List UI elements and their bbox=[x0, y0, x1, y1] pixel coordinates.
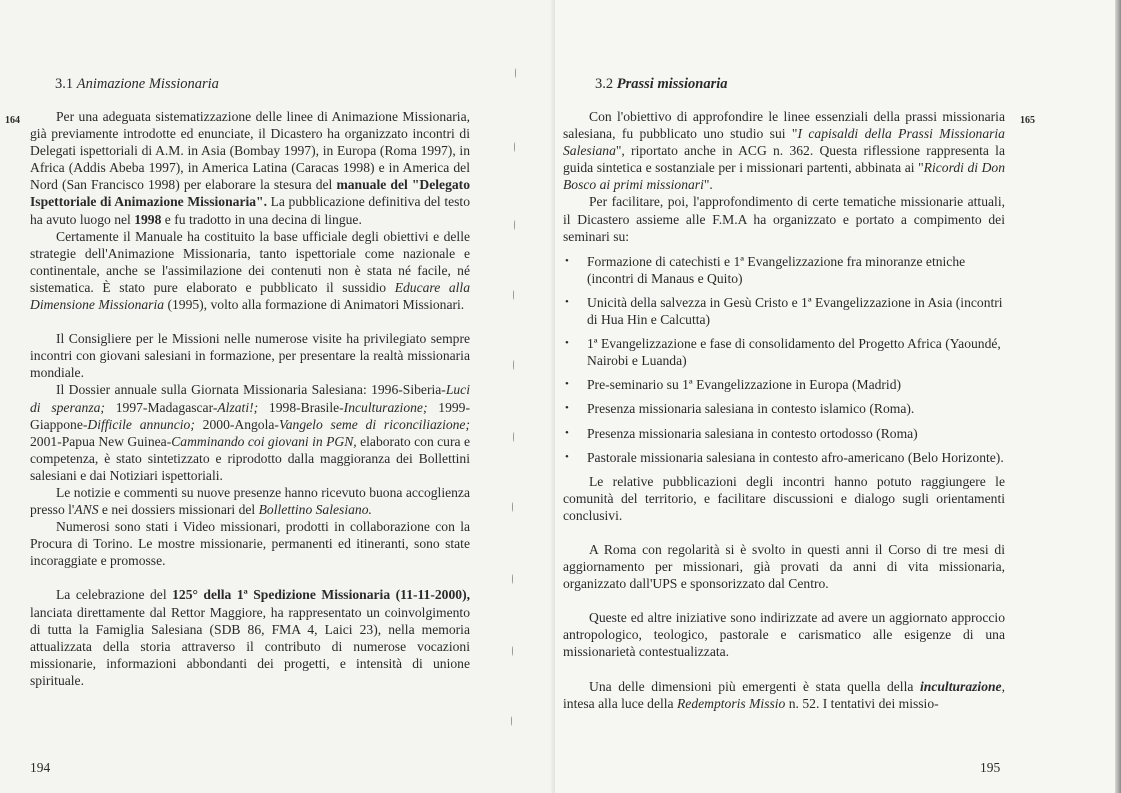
left-page bbox=[0, 0, 555, 793]
list-item: • Pastorale missionaria salesiana in contesto afro-americano (Belo Horizonte). bbox=[563, 449, 1005, 466]
list-item: • Unicità della salvezza in Gesù Cristo e 1ª Evangelizzazione in Asia (incontri di Hua Hin e Calcutta) bbox=[563, 294, 1005, 328]
emphasis: Difficile annuncio; bbox=[87, 416, 195, 432]
list-item: • Presenza missionaria salesiana in contesto ortodosso (Roma) bbox=[563, 425, 1005, 442]
paragraph: A Roma con regolarità si è svolto in questi anni il Corso di tre mesi di aggiornamento per missionari, già provati da anni di vita missionaria, organizzato dall'UPS e sponsorizzato dal Centro. bbox=[563, 541, 1005, 592]
paragraph: Per una adeguata sistematizzazione delle linee di Animazione Missionaria, già previamente introdotte ed enunciate, il Dicastero ha organizzato incontri di Delegati ispettoriali di A.M. in Asia (Bombay 1997), in Europa (Roma 1997), in Africa (Addis Abeba 1997), in America Latina (Caracas 1998) e in America del Nord (San Francisco 1998) per elaborare la stesura del manuale del "Delegato Ispettoriale di Animazione Missionaria". La pubblicazione definitiva del testo ha avuto luogo nel 1998 e fu tradotto in una decina di lingue. bbox=[30, 109, 470, 227]
section-title: Animazione Missionaria bbox=[76, 76, 219, 92]
body-text bbox=[30, 108, 470, 689]
paragraph-gap bbox=[30, 313, 470, 330]
section-title: Prassi missionaria bbox=[616, 76, 728, 92]
paragraph-gap bbox=[563, 592, 1005, 609]
page-number: 195 bbox=[980, 760, 1001, 775]
paragraph-gap bbox=[563, 661, 1005, 678]
paragraph: La celebrazione del 125° della 1ª Spedizione Missionaria (11-11-2000), lanciata direttamente dal Rettor Maggiore, ha rappresentato un coinvolgimento di tutta la Famiglia Salesiana (SDB 86, FMA 4, Laici 23), nella memoria attualizzata della storia attraverso il contributo di numerose vocazioni missionarie, informazioni abbondanti dei progetti, e intensità di unione spirituale. bbox=[30, 587, 470, 688]
paragraph: Queste ed altre iniziative sono indirizzate ad avere un aggiornato approccio antropologico, teologico, pastorale e carismatico alle esigenze di una missionarietà contestualizzata. bbox=[563, 610, 1005, 660]
gutter-mark bbox=[515, 68, 518, 78]
emphasis: Bollettino Salesiano. bbox=[258, 502, 372, 518]
closing-paragraphs bbox=[563, 473, 1005, 712]
paragraph: Le notizie e commenti su nuove presenze hanno ricevuto buona accoglienza presso l'ANS e nei dossiers missionari del Bollettino Salesiano. bbox=[30, 484, 470, 518]
gutter-mark bbox=[512, 574, 515, 584]
paragraph: Con l'obiettivo di approfondire le linee essenziali della prassi missionaria salesiana, fu pubblicato uno studio sui "I capisaldi della Prassi Missionaria Salesiana", riportato anche in ACG n. 362. Questa riflessione rappresenta la guida sintetica e sostanziale per i missionari partenti, abbinata ai "Ricordi di Don Bosco ai primi missionari". bbox=[563, 109, 1005, 193]
list-item: • Pre-seminario su 1ª Evangelizzazione in Europa (Madrid) bbox=[563, 376, 1005, 393]
gutter-mark bbox=[513, 432, 516, 442]
paragraph-gap bbox=[563, 524, 1005, 541]
emphasis: Luci di speranza; bbox=[30, 382, 470, 415]
list-item: • Presenza missionaria salesiana in contesto islamico (Roma). bbox=[563, 400, 1005, 417]
emphasis: Inculturazione; bbox=[343, 399, 428, 415]
paragraph: Il Consigliere per le Missioni nelle numerose visite ha privilegiato sempre incontri con giovani salesiani in formazione, per presentare la realtà missionaria mondiale. bbox=[30, 331, 470, 381]
emphasis: Vangelo seme di riconciliazione; bbox=[278, 416, 470, 432]
emphasis: 125° della 1ª Spedizione Missionaria (11-11-2000), bbox=[172, 587, 470, 603]
emphasis: Alzati!; bbox=[217, 399, 259, 415]
gutter-mark bbox=[513, 360, 516, 370]
emphasis: Camminando coi giovani in PGN, bbox=[171, 433, 357, 449]
gutter-mark bbox=[512, 502, 515, 512]
paragraph: Numerosi sono stati i Video missionari, prodotti in collaborazione con la Procura di Torino. Le mostre missionarie, permanenti ed itineranti, sono state incoraggiate e promosse. bbox=[30, 519, 470, 569]
emphasis: inculturazione bbox=[920, 678, 1002, 694]
section-number: 3.2 bbox=[595, 76, 614, 92]
margin-page-number: 164 bbox=[5, 115, 20, 126]
section-number: 3.1 bbox=[55, 76, 74, 92]
section-heading bbox=[595, 76, 728, 93]
paragraph: Il Dossier annuale sulla Giornata Missionaria Salesiana: 1996-Siberia-Luci di speranza; 1997-Madagascar-Alzati!; 1998-Brasile-Inculturazione; 1999-Giappone-Difficile annuncio; 2000-Angola-Vangelo seme di riconciliazione; 2001-Papua New Guinea-Camminando coi giovani in PGN, elaborato con cura e competenza, è stato sintetizzato e riprodotto dalla maggioranza dei Bollettini salesiani e dai Notiziari ispettoriali. bbox=[30, 382, 470, 483]
right-page bbox=[555, 0, 1121, 793]
gutter-mark bbox=[512, 646, 515, 656]
gutter-mark bbox=[514, 220, 517, 230]
body-text bbox=[563, 108, 1005, 712]
emphasis: I capisaldi della Prassi Missionaria Salesiana bbox=[563, 126, 1005, 159]
emphasis: ANS bbox=[74, 502, 99, 518]
emphasis: Redemptoris Missio bbox=[676, 695, 786, 711]
paragraph: Una delle dimensioni più emergenti è stata quella della inculturazione, intesa alla luce della Redemptoris Missio n. 52. I tentativi dei missio- bbox=[563, 678, 1005, 711]
list-item: • Formazione di catechisti e 1ª Evangelizzazione fra minoranze etniche (incontri di Manaus e Quito) bbox=[563, 253, 1005, 287]
page-number: 194 bbox=[30, 760, 51, 775]
page-edge-shadow bbox=[1115, 0, 1121, 793]
paragraph: Certamente il Manuale ha costituito la base ufficiale degli obiettivi e delle strategie dell'Animazione Missionaria, tanto ispettoriale come nazionale e continentale, anche se l'assimilazione dei contenuti non è stata né facile, né sistematica. È stato pure elaborato e pubblicato il sussidio Educare alla Dimensione Missionaria (1995), volto alla formazione di Animatori Missionari. bbox=[30, 228, 470, 313]
emphasis: Ricordi di Don Bosco ai primi missionari bbox=[563, 160, 1005, 193]
paragraph: Per facilitare, poi, l'approfondimento di certe tematiche missionarie attuali, il Dicastero assieme alle F.M.A ha organizzato e portato a compimento dei seminari su: bbox=[563, 194, 1005, 244]
gutter-mark bbox=[514, 142, 517, 152]
emphasis: Educare alla Dimensione Missionaria bbox=[30, 279, 470, 313]
emphasis: 1998 bbox=[134, 211, 162, 227]
paragraph: Le relative pubblicazioni degli incontri hanno potuto raggiungere le comunità del territorio, e facilitare discussioni e dialogo sugli orientamenti conclusivi. bbox=[563, 473, 1005, 523]
gutter-mark bbox=[511, 716, 514, 726]
gutter-mark bbox=[513, 290, 516, 300]
emphasis: manuale del "Delegato Ispettoriale di Animazione Missionaria". bbox=[30, 177, 470, 210]
section-heading bbox=[55, 76, 219, 93]
list-item: • 1ª Evangelizzazione e fase di consolidamento del Progetto Africa (Yaoundé, Nairobi e Luanda) bbox=[563, 335, 1005, 369]
seminar-list bbox=[563, 253, 1005, 466]
intro-paragraphs bbox=[563, 108, 1005, 245]
paragraph-gap bbox=[30, 569, 470, 586]
margin-page-number: 165 bbox=[1020, 115, 1035, 126]
